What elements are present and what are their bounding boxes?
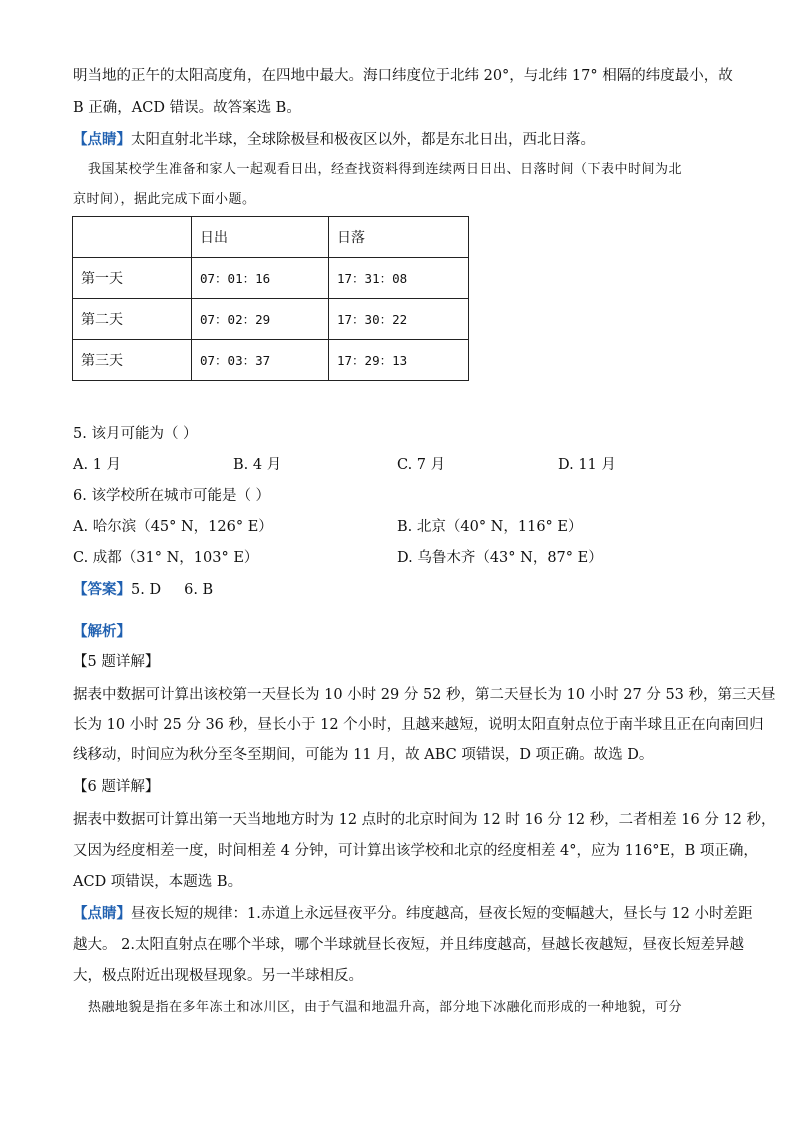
- intro-line: 我国某校学生准备和家人一起观看日出，经查找资料得到连续两日日出、日落时间（下表中时间为北: [88, 162, 683, 177]
- table-cell: 07：02：29: [192, 299, 329, 340]
- q5-option-d: D. 11 月: [558, 457, 616, 473]
- paragraph-line: 明当地的正午的太阳高度角，在四地中最大。海口纬度位于北纬 20°，与北纬 17° 相隔的纬度最小，故: [73, 68, 733, 84]
- table-header-cell: [73, 217, 192, 258]
- analysis-tag: 【解析】: [73, 623, 131, 640]
- paragraph-line: 据表中数据可计算出该校第一天昼长为 10 小时 29 分 52 秒，第二天昼长为 10 小时 27 分 53 秒，第三天昼: [73, 687, 776, 703]
- analysis-heading: [73, 622, 131, 642]
- table-cell: 第三天: [73, 340, 192, 381]
- table-cell: 07：01：16: [192, 258, 329, 299]
- paragraph-line: 热融地貌是指在多年冻土和冰川区，由于气温和地温升高，部分地下冰融化而形成的一种地貌，可分: [88, 1000, 683, 1015]
- intro-line: 京时间），据此完成下面小题。: [73, 192, 256, 207]
- table-header-cell: 日落: [329, 217, 469, 258]
- table-header-cell: 日出: [192, 217, 329, 258]
- tip-line: [73, 130, 595, 150]
- sunrise-sunset-table: [72, 216, 469, 381]
- table-cell: 第一天: [73, 258, 192, 299]
- question-5-stem: 5. 该月可能为（ ）: [73, 426, 198, 442]
- q6-option-d: D. 乌鲁木齐（43° N，87° E）: [397, 550, 603, 566]
- paragraph-line: 越大。 2.太阳直射点在哪个半球，哪个半球就昼长夜短，并且纬度越高，昼越长夜越短，昼夜长短差异越: [73, 937, 744, 953]
- table-cell: 07：03：37: [192, 340, 329, 381]
- tip-line: [73, 904, 753, 924]
- paragraph-line: 线移动，时间应为秋分至冬至期间，可能为 11 月，故 ABC 项错误，D 项正确。故选 D。: [73, 747, 654, 763]
- paragraph-line: B 正确，ACD 错误。故答案选 B。: [73, 100, 301, 116]
- q5-detail-heading: 【5 题详解】: [73, 654, 160, 670]
- tip-tag: 【点睛】: [73, 131, 131, 148]
- tip-tag: 【点睛】: [73, 905, 131, 922]
- table-cell: 17：30：22: [329, 299, 469, 340]
- q6-detail-heading: 【6 题详解】: [73, 779, 160, 795]
- table-cell: 17：31：08: [329, 258, 469, 299]
- paragraph-line: ACD 项错误，本题选 B。: [73, 874, 243, 890]
- paragraph-line: 大，极点附近出现极昼现象。另一半球相反。: [73, 968, 363, 984]
- table-cell: 17：29：13: [329, 340, 469, 381]
- q6-option-b: B. 北京（40° N，116° E）: [397, 519, 583, 535]
- question-6-stem: 6. 该学校所在城市可能是（ ）: [73, 488, 271, 504]
- table-row: [73, 299, 469, 340]
- answer-line: [73, 580, 213, 600]
- paragraph-line: 又因为经度相差一度，时间相差 4 分钟，可计算出该学校和北京的经度相差 4°，应为 116°E，B 项正确，: [73, 843, 758, 859]
- paragraph-line: 据表中数据可计算出第一天当地地方时为 12 点时的北京时间为 12 时 16 分 12 秒，二者相差 16 分 12 秒，: [73, 812, 776, 828]
- answer-text: 5. D 6. B: [131, 582, 214, 598]
- q5-option-a: A. 1 月: [73, 457, 122, 473]
- q5-option-c: C. 7 月: [397, 457, 446, 473]
- table-header-row: [73, 217, 469, 258]
- answer-tag: 【答案】: [73, 581, 131, 598]
- table-cell: 第二天: [73, 299, 192, 340]
- tip-text: 太阳直射北半球，全球除极昼和极夜区以外，都是东北日出，西北日落。: [131, 132, 595, 148]
- tip-text: 昼夜长短的规律：1.赤道上永远昼夜平分。纬度越高，昼夜长短的变幅越大，昼长与 12 小时差距: [131, 906, 753, 922]
- q5-option-b: B. 4 月: [233, 457, 282, 473]
- q6-option-c: C. 成都（31° N，103° E）: [73, 550, 259, 566]
- table-row: [73, 258, 469, 299]
- paragraph-line: 长为 10 小时 25 分 36 秒，昼长小于 12 个小时，且越来越短，说明太阳直射点位于南半球且正在向南回归: [73, 717, 764, 733]
- q6-option-a: A. 哈尔滨（45° N，126° E）: [73, 519, 273, 535]
- table-row: [73, 340, 469, 381]
